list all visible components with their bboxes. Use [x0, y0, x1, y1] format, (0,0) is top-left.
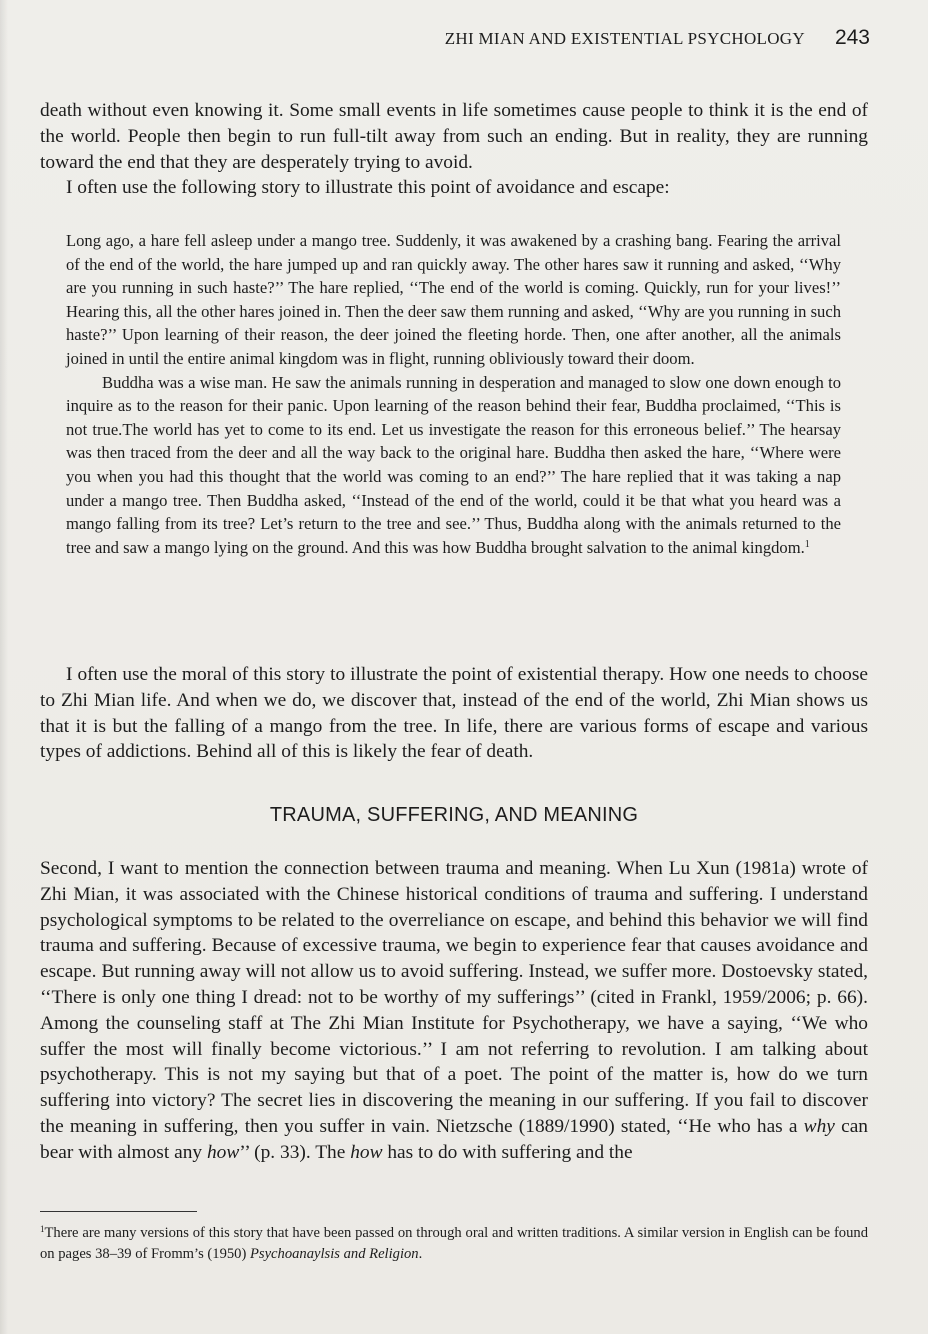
footnote-paragraph	[40, 1223, 868, 1265]
moral-text	[40, 662, 868, 765]
running-head	[40, 26, 870, 50]
footnote-reference: 1	[804, 538, 810, 550]
intro-paragraph-1: death without even knowing it. Some small events in life sometimes cause people to think it is the end of the world. People then begin to run full-tilt away from such an ending. But in reality, they are running toward the end that they are desperately trying to avoid.	[40, 100, 868, 173]
section-paragraph-after-how: ’’ (p. 33). The	[239, 1141, 351, 1163]
moral-paragraph: I often use the moral of this story to illustrate the point of existential therapy. How one needs to choose to Zhi Mian life. And when we do, we discover that, instead of the end of the world, Zhi Mian shows us that it is but the falling of a mango from the tree. In life, there are various forms of escape and various types of addictions. Behind all of this is likely the fear of death.	[40, 664, 868, 763]
extract-paragraph-1: Long ago, a hare fell asleep under a mango tree. Suddenly, it was awakened by a crashing bang. Fearing the arrival of the end of the world, the hare jumped up and ran quickly away. The other hares saw it running and asked, ‘‘Why are you running in such haste?’’ The hare replied, ‘‘The end of the world is coming. Quickly, run for your lives!’’ Hearing this, all the other hares joined in. Then the deer saw them running and asked, ‘‘Why are you running in such haste?’’ Upon learning of their reason, the deer joined the fleeting horde. Then, one after another, all the animals joined in until the entire animal kingdom was in flight, running obliviously toward their doom.	[66, 231, 841, 368]
section-heading: TRAUMA, SUFFERING, AND MEANING	[269, 804, 639, 826]
intro-paragraph-2: I often use the following story to illustrate this point of avoidance and escape:	[66, 177, 670, 199]
page-number: 243	[834, 26, 870, 49]
footnote-end: .	[418, 1246, 423, 1262]
extract-paragraph-2	[66, 371, 841, 560]
italic-how: how	[206, 1141, 240, 1163]
section-paragraph	[40, 856, 868, 1166]
running-title: ZHI MIAN AND EXISTENTIAL PSYCHOLOGY	[444, 29, 805, 48]
footnote	[40, 1223, 868, 1265]
italic-how-2: how	[350, 1141, 383, 1163]
section-paragraph-main: Second, I want to mention the connection between trauma and meaning. When Lu Xun (1981a) wrote of Zhi Mian, it was associated with the Chinese historical conditions of trauma and suffering. I understand psychological symptoms to be related to the overreliance on escape, and behind this behavior we will find trauma and suffering. Because of excessive trauma, we begin to experience fear that causes avoidance and escape. But running away will not allow us to avoid suffering. Instead, we suffer more. Dostoevsky stated, ‘‘There is only one thing I dread: not to be worthy of my sufferings’’ (cited in Frankl, 1959/2006; p. 66). Among the counseling staff at The Zhi Mian Institute for Psychotherapy, we have a saying, ‘‘We who suffer the most will finally become victorious.’’ I am not referring to revolution. I am talking about psychotherapy. This is not my saying but that of a poet. The point of the matter is, how do we turn suffering into victory? The secret lies in discovering the meaning in our suffering. If you fail to discover the meaning in suffering, then you suffer in vain. Nietzsche (1889/1990) stated, ‘‘He who has a	[40, 858, 868, 1137]
section-text	[40, 856, 868, 1166]
footnote-divider	[40, 1211, 197, 1212]
footnote-marker: 1	[40, 1224, 45, 1234]
binding-shadow	[0, 0, 8, 1334]
intro-text	[40, 98, 868, 201]
extract-paragraph-2-text: Buddha was a wise man. He saw the animals running in desperation and managed to slow one down enough to inquire as to the reason for their panic. Upon learning of the reason behind their fear, Buddha proclaimed, ‘‘This is not true.The world has yet to come to its end. Let us investigate the reason for this erroneous belief.’’ The hearsay was then traced from the deer and all the way back to the original hare. Buddha then asked the hare, ‘‘Where were you when you had this thought that the world was coming to an end?’’ The hare replied that it was taking a nap under a mango tree. Then Buddha asked, ‘‘Instead of the end of the world, could it be that what you heard was a mango falling from its tree? Let’s return to the tree and see.’’ Thus, Buddha along with the animals returned to the tree and saw a mango lying on the ground. And this was how Buddha brought salvation to the animal kingdom.	[66, 372, 841, 557]
italic-why: why	[803, 1115, 835, 1137]
section-paragraph-mid: can bear with almost any	[40, 1115, 868, 1163]
footnote-book-title: Psychoanaylsis and Religion	[249, 1246, 419, 1262]
story-extract	[66, 229, 841, 559]
section-paragraph-end: has to do with suffering and the	[382, 1141, 633, 1163]
footnote-text: There are many versions of this story that have been passed on through oral and written traditions. A similar version in English can be found on pages 38–39 of Fromm’s (1950)	[40, 1225, 868, 1262]
